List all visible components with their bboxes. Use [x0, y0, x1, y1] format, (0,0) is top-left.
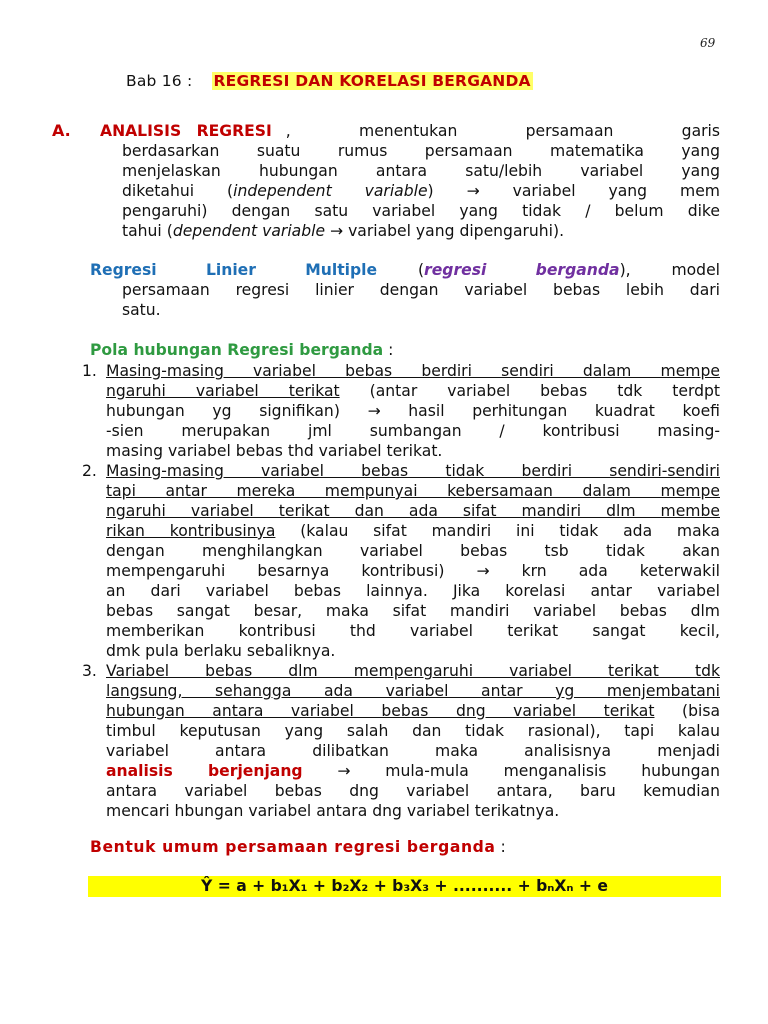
pola-list	[82, 361, 720, 821]
section-a-line-3: menjelaskan hubungan antara satu/lebih variabel yang	[122, 162, 720, 180]
regresi-linier-line-3: satu.	[122, 301, 161, 319]
page-number: 69	[700, 36, 716, 50]
regresi-linier-line-2: persamaan regresi linier dengan variabel bebas lebih dari	[122, 281, 720, 299]
regresi-linier-paragraph	[90, 260, 720, 320]
section-a-line-6: tahui (dependent variable → variabel yang dipengaruhi).	[122, 222, 565, 240]
arrow-icon: →	[330, 222, 344, 240]
analisis-berjenjang-term: analisis berjenjang	[106, 762, 303, 780]
pola-heading-text: Pola hubungan Regresi berganda	[90, 341, 384, 359]
regresi-linier-term: Regresi Linier Multiple	[90, 261, 378, 279]
regression-formula: Ŷ = a + b₁X₁ + b₂X₂ + b₃X₃ + .......... + bₙXₙ + e	[88, 876, 721, 897]
regresi-berganda-term: regresi berganda	[424, 261, 620, 279]
section-heading: ANALISIS REGRESI	[100, 122, 272, 140]
chapter-label: Bab 16 :	[126, 72, 193, 90]
list-number: 3.	[82, 662, 97, 680]
pola-heading: Pola hubungan Regresi berganda :	[90, 341, 394, 359]
section-a	[52, 121, 720, 241]
list-number: 2.	[82, 462, 97, 480]
arrow-icon: →	[466, 182, 480, 200]
section-a-line-1	[52, 121, 720, 141]
section-a-text-1: , menentukan persamaan garis	[285, 122, 720, 140]
list-item: 2. Masing-masing variabel bebas tidak berdiri sendiri-sendiri tapi antar mereka mempunyai kebersamaan dalam mempe ngaruhi variabel terikat dan ada sifat mandiri dlm membe rikan kontribusinya (kalau sifat mandiri ini tidak ada maka dengan menghilangkan variabel bebas tsb tidak akan mempengaruhi besarnya kontribusi) → krn ada keterwakil an dari variabel bebas lainnya. Jika korelasi antar variabel bebas sangat besar, maka sifat mandiri variabel bebas dlm memberikan kontribusi thd variabel terikat sangat kecil, dmk pula berlaku sebaliknya.	[82, 462, 720, 660]
section-letter: A.	[52, 121, 71, 140]
section-a-line-2: berdasarkan suatu rumus persamaan matematika yang	[122, 142, 720, 160]
bentuk-heading-text: Bentuk umum persamaan regresi berganda	[90, 838, 496, 856]
section-a-line-4: diketahui (independent variable) → variabel yang mem	[122, 182, 720, 200]
chapter-title: REGRESI DAN KORELASI BERGANDA	[213, 72, 531, 90]
dependent-variable-term: dependent variable	[172, 222, 326, 240]
list-item: 1. Masing-masing variabel bebas berdiri sendiri dalam mempe ngaruhi variabel terikat (antar variabel bebas tdk terdpt hubungan yg signifikan) → hasil perhitungan kuadrat koefi -sien merupakan jml sumbangan / kontribusi masing- masing variabel bebas thd variabel terikat.	[82, 362, 721, 460]
independent-variable-term: independent variable	[233, 182, 428, 200]
list-item: 3. Variabel bebas dlm mempengaruhi variabel terikat tdk langsung, sehangga ada variabel antar yg menjembatani hubungan antara variabel bebas dng variabel terikat (bisa timbul keputusan yang salah dan tidak rasional), tapi kalau variabel antara dilibatkan maka analisisnya menjadi analisis berjenjang → mula-mula menganalisis hubungan antara variabel bebas dng variabel antara, baru kemudian mencari hbungan variabel antara dng variabel terikatnya.	[82, 662, 721, 820]
chapter-heading	[126, 72, 533, 90]
section-a-line-5: pengaruhi) dengan satu variabel yang tidak / belum dike	[122, 202, 720, 220]
bentuk-heading: Bentuk umum persamaan regresi berganda :	[90, 838, 506, 856]
list-number: 1.	[82, 362, 97, 380]
regresi-linier-line-1: Regresi Linier Multiple (regresi berganda), model	[90, 261, 720, 279]
